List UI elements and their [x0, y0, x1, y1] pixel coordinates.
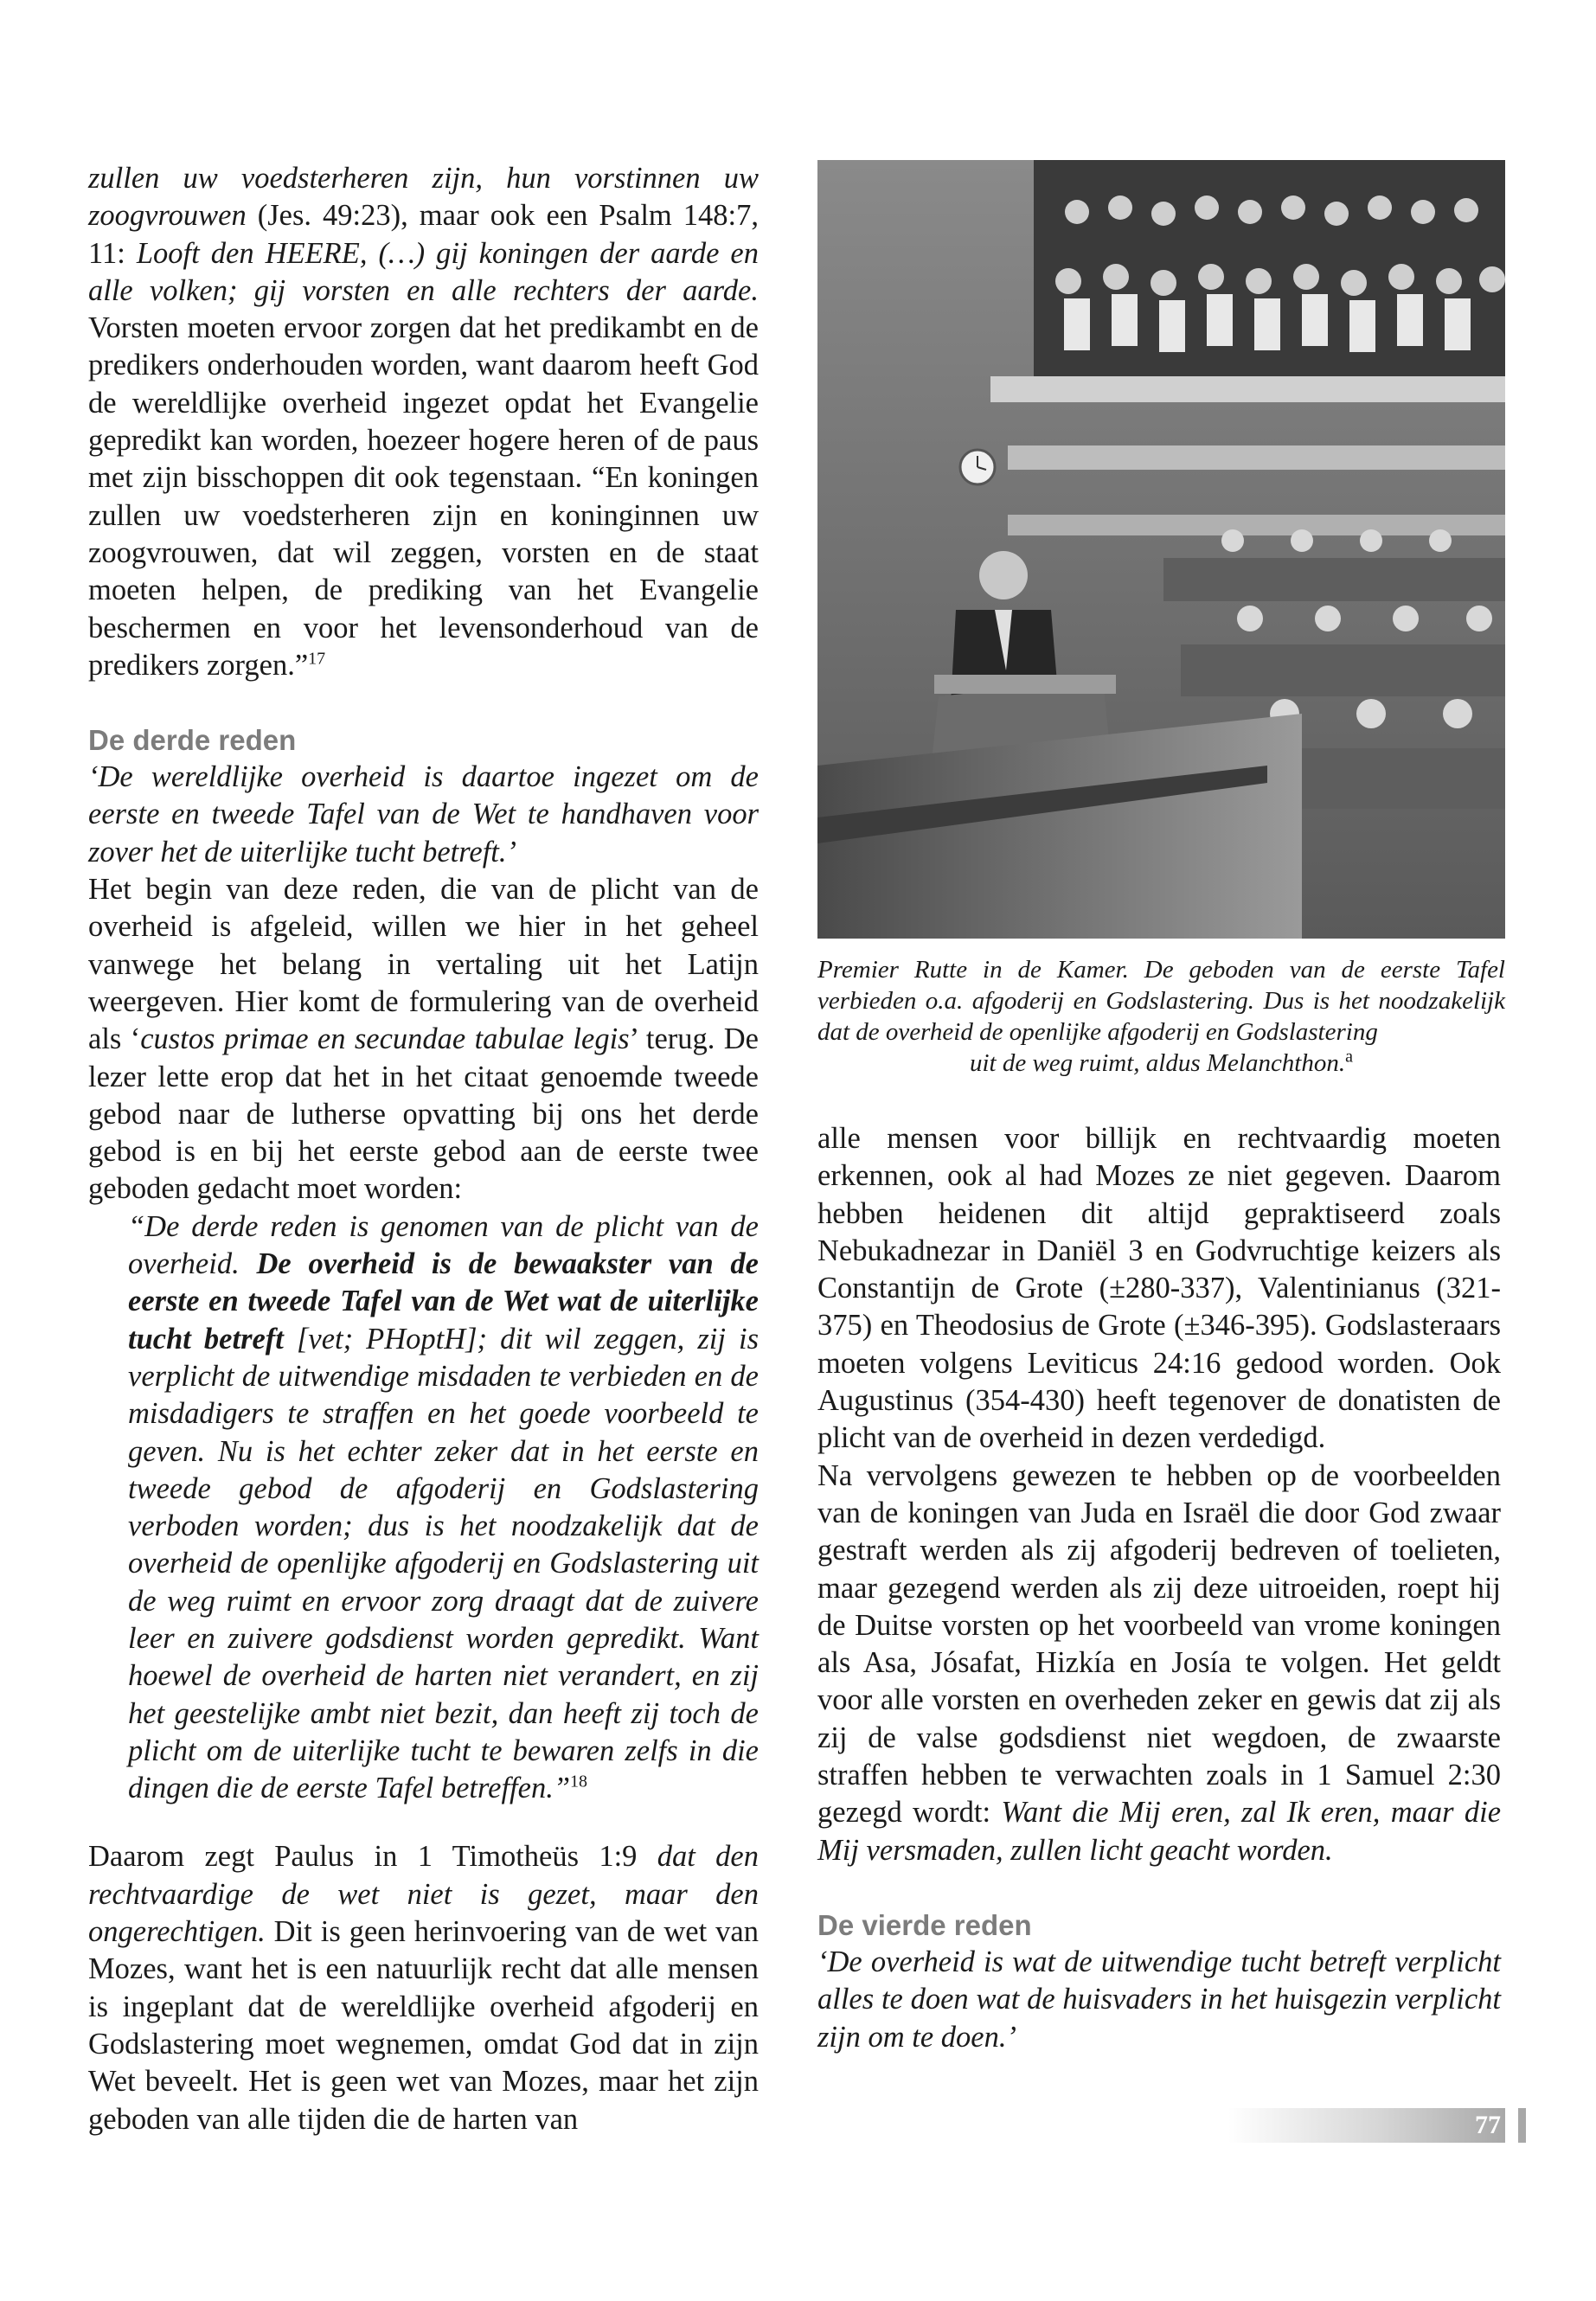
text-span: ’ terug. De lezer lette erop dat het in het citaat genoemde tweede gebod naar de lutherse opvatting bij ons het derde gebod is en bij het eerste gebod aan de eerste twee geboden gedacht moet worden:: [88, 1022, 759, 1206]
caption-text-end: uit de weg ruimt, aldus Melanchthon.: [969, 1049, 1346, 1077]
footnote-marker: 17: [308, 649, 326, 669]
photo-caption: [817, 954, 1505, 1079]
text-span: Na vervolgens gewezen te hebben op de voorbeelden van de koningen van Juda en Israël die door God zwaar gestraft werden als zij afgoderij bedreven of toelieten, maar gezegend werden als zij deze uitroeiden, roept hij de Duitse vorsten op het voorbeeld van vrome koningen als Asa, Jósafat, Hizkía en Josía te volgen. Het geldt voor alle vorsten en overheden zeker en gewis dat zij als zij de valse godsdienst niet wegdoen, de zwaarste straffen hebben te verwachten zoals in 1 Samuel 2:30 gezegd wordt:: [817, 1458, 1501, 1830]
text-span: [vet; PHoptH]; dit wil zeggen, zij is verplicht de uitwendige misdaden te verbieden en de misdadigers te straffen en het goede voorbeeld te geven. Nu is het echter zeker dat in het eerste en tweede gebod de afgoderij en Godslastering verboden worden; dus is het noodzakelijk dat de overheid de openlijke afgoderij en Godslastering uit de weg ruimt en ervoor zorg draagt dat de zuivere leer en zuivere godsdienst worden gepredikt. Want hoewel de overheid de harten niet verandert, en zij het geestelijke ambt niet bezit, dan heeft zij toch de plicht om de uiterlijke tucht te bewaren zelfs in die dingen die de eerste Tafel betreffen.”: [128, 1322, 759, 1805]
caption-text: Premier Rutte in de Kamer. De geboden van de eerste Tafel verbieden o.a. afgoderij en Godslastering. Dus is het noodzakelijk dat de overheid de openlijke afgoderij en Godslastering: [817, 956, 1505, 1046]
section-thesis-vierde: ‘De overheid is wat de uitwendige tucht betreft verplicht alles te doen wat de huisvaders in het huisgezin verplicht zijn om te doen.’: [817, 1945, 1501, 2054]
photo-block: [817, 160, 1505, 1079]
text-span: Daarom zegt Paulus in 1 Timotheüs 1:9: [88, 1840, 657, 1874]
latin-term: custos primae en secundae tabulae legis: [140, 1022, 630, 1056]
left-column: [88, 160, 759, 2138]
paragraph-continuation: alle mensen voor billijk en rechtvaardig moeten erkennen, ook al had Mozes ze niet gegeven. Daarom hebben heidenen dit altijd gepraktiseerd zoals Nebukadnezar in Daniël 3 en Godvruchtige keizers als Constantijn de Grote (±280-337), Valentinianus (321-375) en Theodosius de Grote (±346-395). Godslasteraars moeten volgens Leviticus 24:16 gedood worden. Ook Augustinus (354-430) heeft tegenover de donatisten de plicht van de overheid in dezen verdedigd.: [817, 1122, 1501, 1455]
text-span: (Jes. 49:23), maar ook een Psalm 148:7, 11:: [88, 199, 759, 270]
paragraph-intro: [88, 160, 759, 684]
paragraph-explanation: [88, 871, 759, 1208]
caption-last-line: [817, 1048, 1505, 1079]
quote-timothy: dat den rechtvaardige de wet niet is gezet, maar den ongerechtigen.: [88, 1840, 759, 1949]
page-number: 77: [1475, 2111, 1501, 2139]
section-heading-vierde: De vierde reden: [817, 1908, 1032, 1941]
parliament-photo: [817, 160, 1505, 939]
footnote-marker: a: [1345, 1047, 1354, 1067]
paragraph-examples: [817, 1458, 1501, 1869]
quote-psalm: Looft den HEERE, (…) gij koningen der aarde en alle volken; gij vorsten en alle rechters der aarde.: [88, 236, 759, 307]
block-quote: [88, 1208, 759, 1808]
section-heading-derde: De derde reden: [88, 724, 297, 757]
section-thesis: ‘De wereldlijke overheid is daartoe ingezet om de eerste en tweede Tafel van de Wet te handhaven voor zover het de uiterlijke tucht betreft.’: [88, 760, 759, 868]
quote-text: [128, 1208, 759, 1808]
text-span: Het begin van deze reden, die van de plicht van de overheid is afgeleid, willen we hier in het geheel vanwege het belang in vertaling uit het Latijn weergeven. Hier komt de formulering van de overheid als ‘: [88, 873, 759, 1056]
footnote-marker: 18: [570, 1772, 588, 1791]
paragraph-paulus: [88, 1838, 759, 2138]
right-column: [817, 1120, 1501, 2056]
text-span: Dit is geen herinvoering van de wet van Mozes, want het is een natuurlijk recht dat alle mensen is ingeplant dat de wereldlijke overheid afgoderij en Godslastering moet wegnemen, omdat God dat in zijn Wet beveelt. Het is geen wet van Mozes, maar het zijn geboden van alle tijden die de harten van: [88, 1915, 759, 2136]
quote-samuel: Want die Mij eren, zal Ik eren, maar die Mij versmaden, zullen licht geacht worden.: [817, 1796, 1502, 1867]
text-span: Vorsten moeten ervoor zorgen dat het predikambt en de predikers onderhouden worden, want daarom heeft God de wereldlijke overheid ingezet opdat het Evangelie gepredikt kan worden, hoezeer hogere heren of de paus met zijn bisschoppen dit ook tegenstaan. “En koningen zullen uw voedsterheren zijn en koninginnen uw zoogvrouwen, dat wil zeggen, vorsten en de staat moeten helpen, de prediking van het Evangelie beschermen en voor het levensonderhoud van de predikers zorgen.”: [88, 311, 759, 682]
text-span: “De derde reden is genomen van de plicht van de overheid.: [128, 1209, 759, 1281]
page-number-tick: [1518, 2108, 1526, 2143]
quote-isaiah: zullen uw voedsterheren zijn, hun vorstinnen uw zoogvrouwen: [88, 162, 759, 233]
bold-emphasis: De overheid is de bewaakster van de eerste en tweede Tafel van de Wet wat de uiterlijke tucht betreft: [128, 1247, 759, 1356]
